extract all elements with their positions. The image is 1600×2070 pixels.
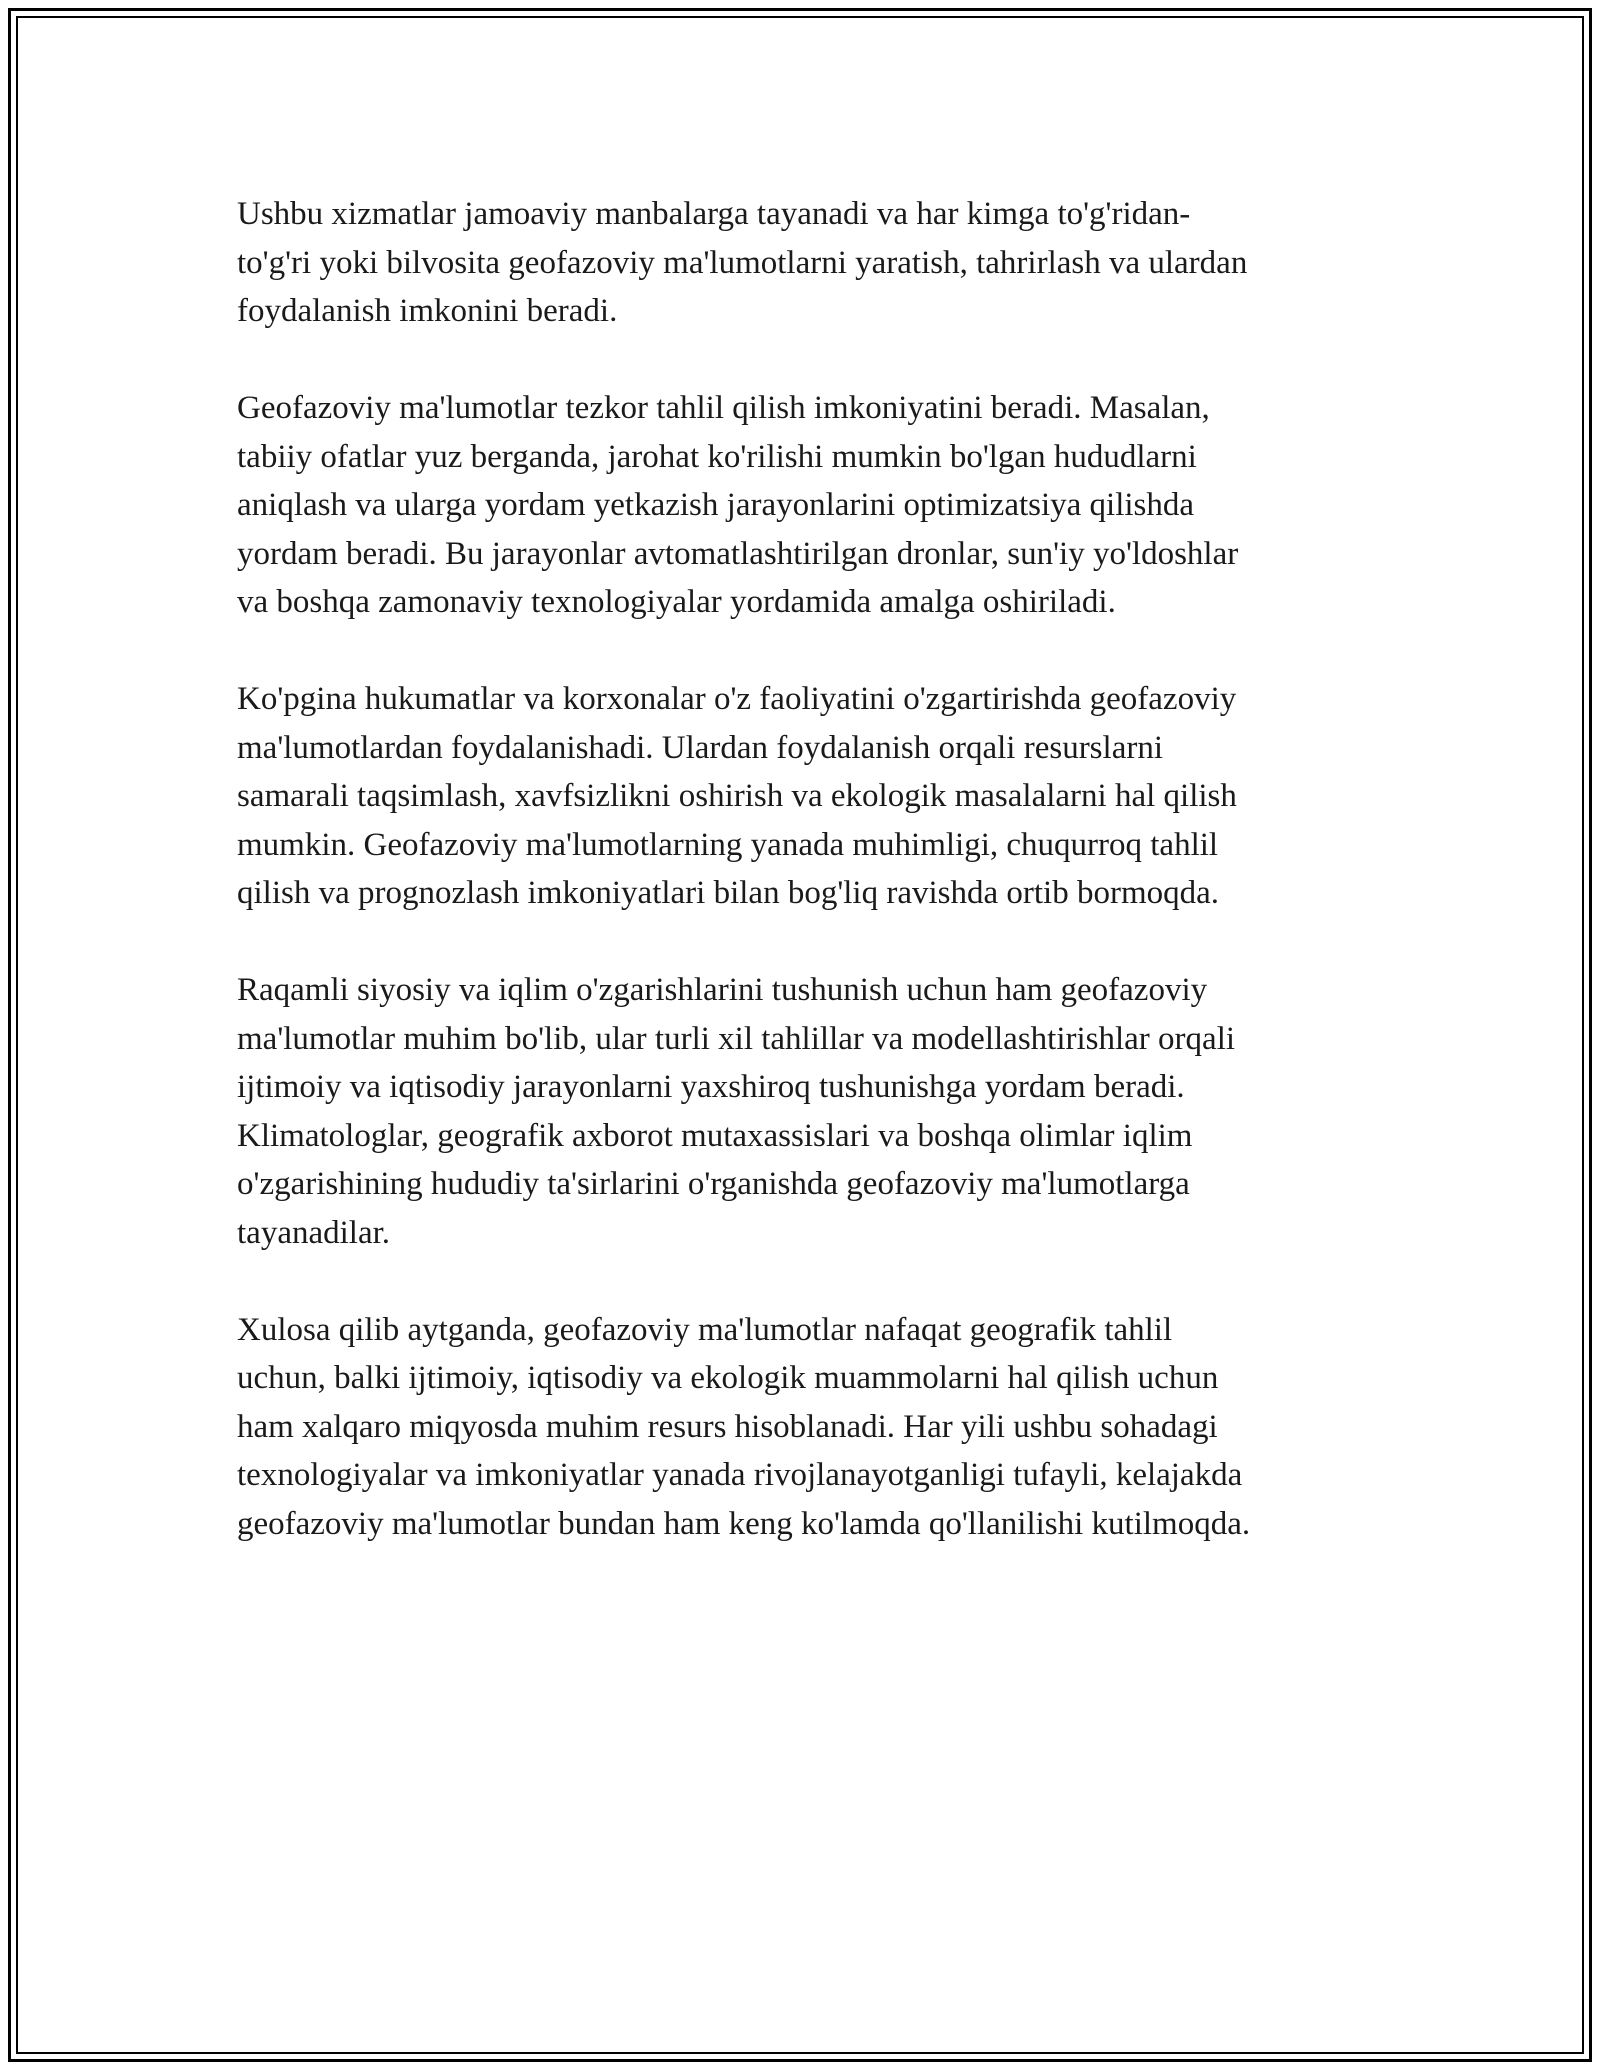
paragraph-1: Ushbu xizmatlar jamoaviy manbalarga tayanadi va har kimga to'g'ridan- to'g'ri yoki bilvosita geofazoviy ma'lumotlarni yaratish, tahrirlash va ulardan foydalanish imkonini beradi.	[237, 196, 1248, 329]
paragraph-3: Ko'pgina hukumatlar va korxonalar o'z faoliyatini o'zgartirishda geofazoviy ma'lumotlardan foydalanishadi. Ulardan foydalanish orqali resurslarni samarali taqsimlash, xavfsizlikni oshirish va ekologik masalalarni hal qilish mumkin. Geofazoviy ma'lumotlarning yanada muhimligi, chuqurroq tahlil qilish va prognozlash imkoniyatlari bilan bog'liq ravishda ortib bormoqda.	[237, 681, 1237, 911]
paragraph-2: Geofazoviy ma'lumotlar tezkor tahlil qilish imkoniyatini beradi. Masalan, tabiiy ofatlar yuz berganda, jarohat ko'rilishi mumkin bo'lgan hududlarni aniqlash va ularga yordam yetkazish jarayonlarini optimizatsiya qilishda yordam beradi. Bu jarayonlar avtomatlashtirilgan dronlar, sun'iy yo'ldoshlar va boshqa zamonaviy texnologiyalar yordamida amalga oshiriladi.	[237, 390, 1239, 620]
page-inner-border	[16, 16, 1584, 2054]
paragraph-5: Xulosa qilib aytganda, geofazoviy ma'lumotlar nafaqat geografik tahlil uchun, balki ijtimoiy, iqtisodiy va ekologik muammolarni hal qilish uchun ham xalqaro miqyosda muhim resurs hisoblanadi. Har yili ushbu sohadagi texnologiyalar va imkoniyatlar yanada rivojlanayotganligi tufayli, kelajakda geofazoviy ma'lumotlar bundan ham keng ko'lamda qo'llanilishi kutilmoqda.	[237, 1311, 1251, 1542]
document-body	[237, 190, 1397, 1548]
paragraph-4: Raqamli siyosiy va iqlim o'zgarishlarini tushunish uchun ham geofazoviy ma'lumotlar muhim bo'lib, ular turli xil tahlillar va modellashtirishlar orqali ijtimoiy va iqtisodiy jarayonlarni yaxshiroq tushunishga yordam beradi. Klimatologlar, geografik axborot mutaxassislari va boshqa olimlar iqlim o'zgarishining hududiy ta'sirlarini o'rganishda geofazoviy ma'lumotlarga tayanadilar.	[237, 972, 1236, 1251]
page-border	[8, 8, 1592, 2062]
